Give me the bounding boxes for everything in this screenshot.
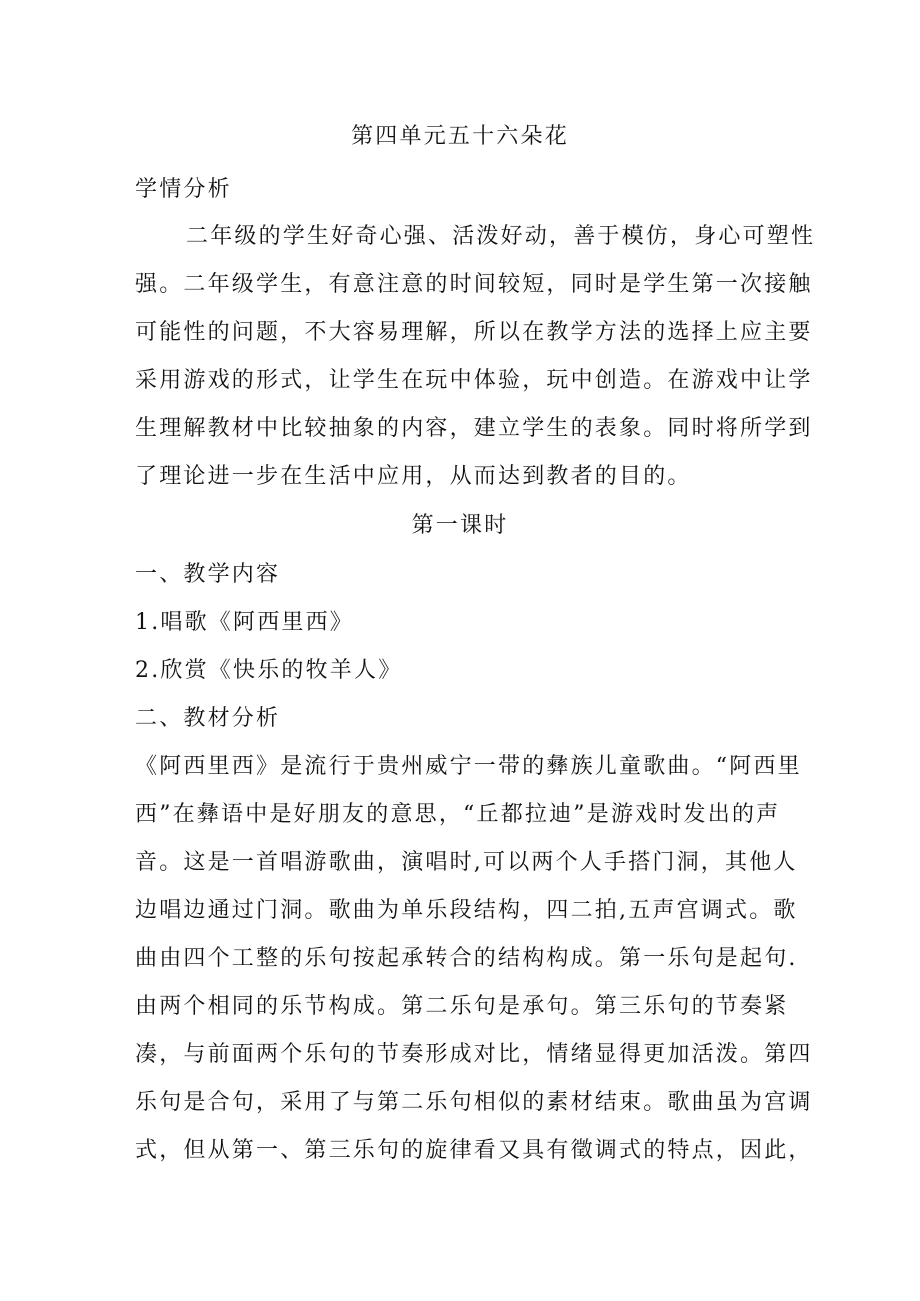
material-paragraph-line: 曲由四个工整的乐句按起承转合的结构构成。第一乐句是起句. xyxy=(135,946,798,971)
material-paragraph-line: 《阿西里西》是流行于贵州威宁一带的彝族儿童歌曲。“阿西里 xyxy=(135,754,802,779)
material-paragraph-line: 边唱边通过门洞。歌曲为单乐段结构，四二拍,五声宫调式。歌 xyxy=(135,898,798,923)
lesson-title: 第一课时 xyxy=(411,513,509,538)
material-paragraph-line: 音。这是一首唱游歌曲，演唱时,可以两个人手搭门洞，其他人 xyxy=(135,850,798,875)
content-item: 1.唱歌《阿西里西》 xyxy=(135,610,354,635)
analysis-paragraph-line: 强。二年级学生，有意注意的时间较短，同时是学生第一次接触 xyxy=(135,272,813,297)
analysis-paragraph-line: 二年级的学生好奇心强、活泼好动，善于模仿，身心可塑性 xyxy=(186,224,816,249)
material-paragraph-line: 由两个相同的乐节构成。第二乐句是承句。第三乐句的节奏紧 xyxy=(135,994,789,1019)
material-paragraph-line: 乐句是合句，采用了与第二乐句相似的素材结束。歌曲虽为宫调 xyxy=(135,1090,813,1115)
analysis-paragraph-line: 可能性的问题，不大容易理解，所以在教学方法的选择上应主要 xyxy=(135,320,813,345)
material-paragraph-line: 西”在彝语中是好朋友的意思，“丘都拉迪”是游戏时发出的声 xyxy=(135,802,781,827)
content-heading: 一、教学内容 xyxy=(135,562,281,587)
section-heading-student-analysis: 学情分析 xyxy=(135,177,232,202)
material-paragraph-line: 凑，与前面两个乐句的节奏形成对比，情绪显得更加活泼。第四 xyxy=(135,1042,813,1067)
analysis-paragraph-line: 了理论进一步在生活中应用，从而达到教者的目的。 xyxy=(135,464,692,489)
analysis-paragraph-line: 采用游戏的形式，让学生在玩中体验，玩中创造。在游戏中让学 xyxy=(135,368,813,393)
analysis-paragraph-line: 生理解教材中比较抽象的内容，建立学生的表象。同时将所学到 xyxy=(135,416,813,441)
document-title: 第四单元五十六朵花 xyxy=(351,124,569,149)
content-item: 2.欣赏《快乐的牧羊人》 xyxy=(135,658,403,683)
material-heading: 二、教材分析 xyxy=(135,706,281,731)
material-paragraph-line: 式，但从第一、第三乐句的旋律看又具有徵调式的特点，因此， xyxy=(135,1138,813,1163)
